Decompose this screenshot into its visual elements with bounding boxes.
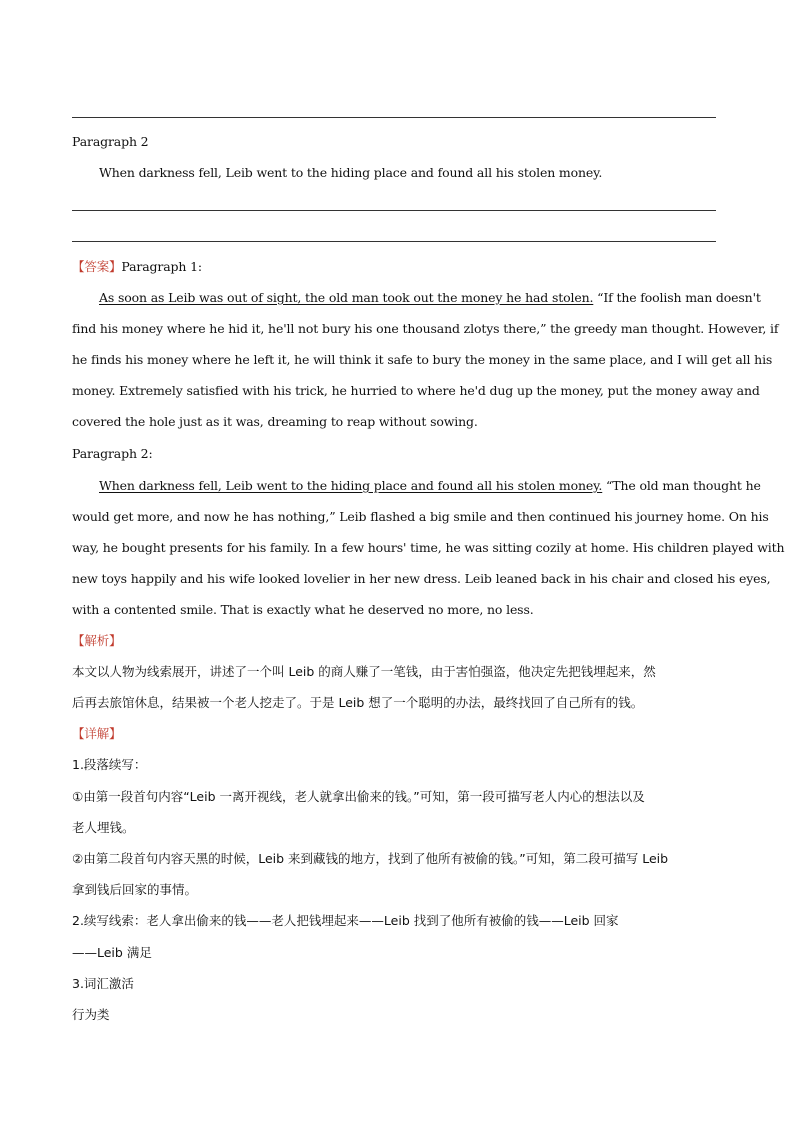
detail-section-1-heading: 1.段落续写： xyxy=(72,757,147,772)
detail-tag: 【详解】 xyxy=(72,726,122,741)
answer-p1-label: Paragraph 1: xyxy=(121,259,202,274)
detail-clue-2: ②由第二段首句内容天黑的时候，Leib 来到藏钱的地方，找到了他所有被偷的钱。”可知，第二段可描写 Leib xyxy=(72,851,669,866)
detail-clue-2-cont: 拿到钱后回家的事情。 xyxy=(72,882,198,897)
answer-p1-text: “If the foolish man doesn't xyxy=(593,290,761,305)
answer-heading xyxy=(72,259,722,275)
answer-p2-label: Paragraph 2: xyxy=(72,446,153,461)
detail-section-2: 2.续写线索：老人拿出偷来的钱——老人把钱埋起来——Leib 找到了他所有被偷的钱——Leib 回家 xyxy=(72,913,619,928)
answer-p2-line: way, he bought presents for his family. In a few hours' time, he was sitting cozily at home. His children played with xyxy=(72,540,785,555)
answer-p1-line: he finds his money where he left it, he will think it safe to bury the money in the same place, and I will get all his xyxy=(72,352,773,367)
analysis-tag: 【解析】 xyxy=(72,633,122,648)
detail-section-3-heading: 3.词汇激活 xyxy=(72,976,134,991)
answer-p2-given-sentence: When darkness fell, Leib went to the hiding place and found all his stolen money. xyxy=(99,478,603,493)
analysis-line: 后再去旅馆休息，结果被一个老人挖走了。于是 Leib 想了一个聪明的办法，最终找回了自己所有的钱。 xyxy=(72,695,644,710)
answer-p2-line: would get more, and now he has nothing,” Leib flashed a big smile and then continued his journey home. On his xyxy=(72,509,769,524)
paragraph-2-prompt: When darkness fell, Leib went to the hiding place and found all his stolen money. xyxy=(99,165,603,180)
answer-p1-line: find his money where he hid it, he'll not bury his one thousand zlotys there,” the greedy man thought. However, if xyxy=(72,321,779,336)
writing-line xyxy=(72,241,716,242)
detail-clue-1-cont: 老人埋钱。 xyxy=(72,820,135,835)
answer-p2-line: new toys happily and his wife looked lovelier in her new dress. Leib leaned back in his chair and closed his eyes, xyxy=(72,571,771,586)
answer-p1-given-sentence: As soon as Leib was out of sight, the old man took out the money he had stolen. xyxy=(99,290,594,305)
answer-p1-line: covered the hole just as it was, dreaming to reap without sowing. xyxy=(72,414,478,429)
answer-p2-line: with a contented smile. That is exactly what he deserved no more, no less. xyxy=(72,602,534,617)
answer-p1-line: money. Extremely satisfied with his trick, he hurried to where he'd dug up the money, put the money away and xyxy=(72,383,760,398)
writing-line xyxy=(72,210,716,211)
paragraph-2-label: Paragraph 2 xyxy=(72,134,149,149)
detail-section-3-subheading: 行为类 xyxy=(72,1007,110,1022)
answer-p2-text: “The old man thought he xyxy=(602,478,761,493)
detail-clue-1: ①由第一段首句内容“Leib 一离开视线，老人就拿出偷来的钱。”可知，第一段可描写老人内心的想法以及 xyxy=(72,789,645,804)
answer-p1-line xyxy=(99,290,761,306)
answer-p2-line xyxy=(99,478,761,494)
detail-section-2-cont: ——Leib 满足 xyxy=(72,945,152,960)
writing-line xyxy=(72,117,716,118)
analysis-line: 本文以人物为线索展开，讲述了一个叫 Leib 的商人赚了一笔钱，由于害怕强盗，他决定先把钱埋起来，然 xyxy=(72,664,656,679)
answer-tag: 【答案】 xyxy=(72,259,122,274)
